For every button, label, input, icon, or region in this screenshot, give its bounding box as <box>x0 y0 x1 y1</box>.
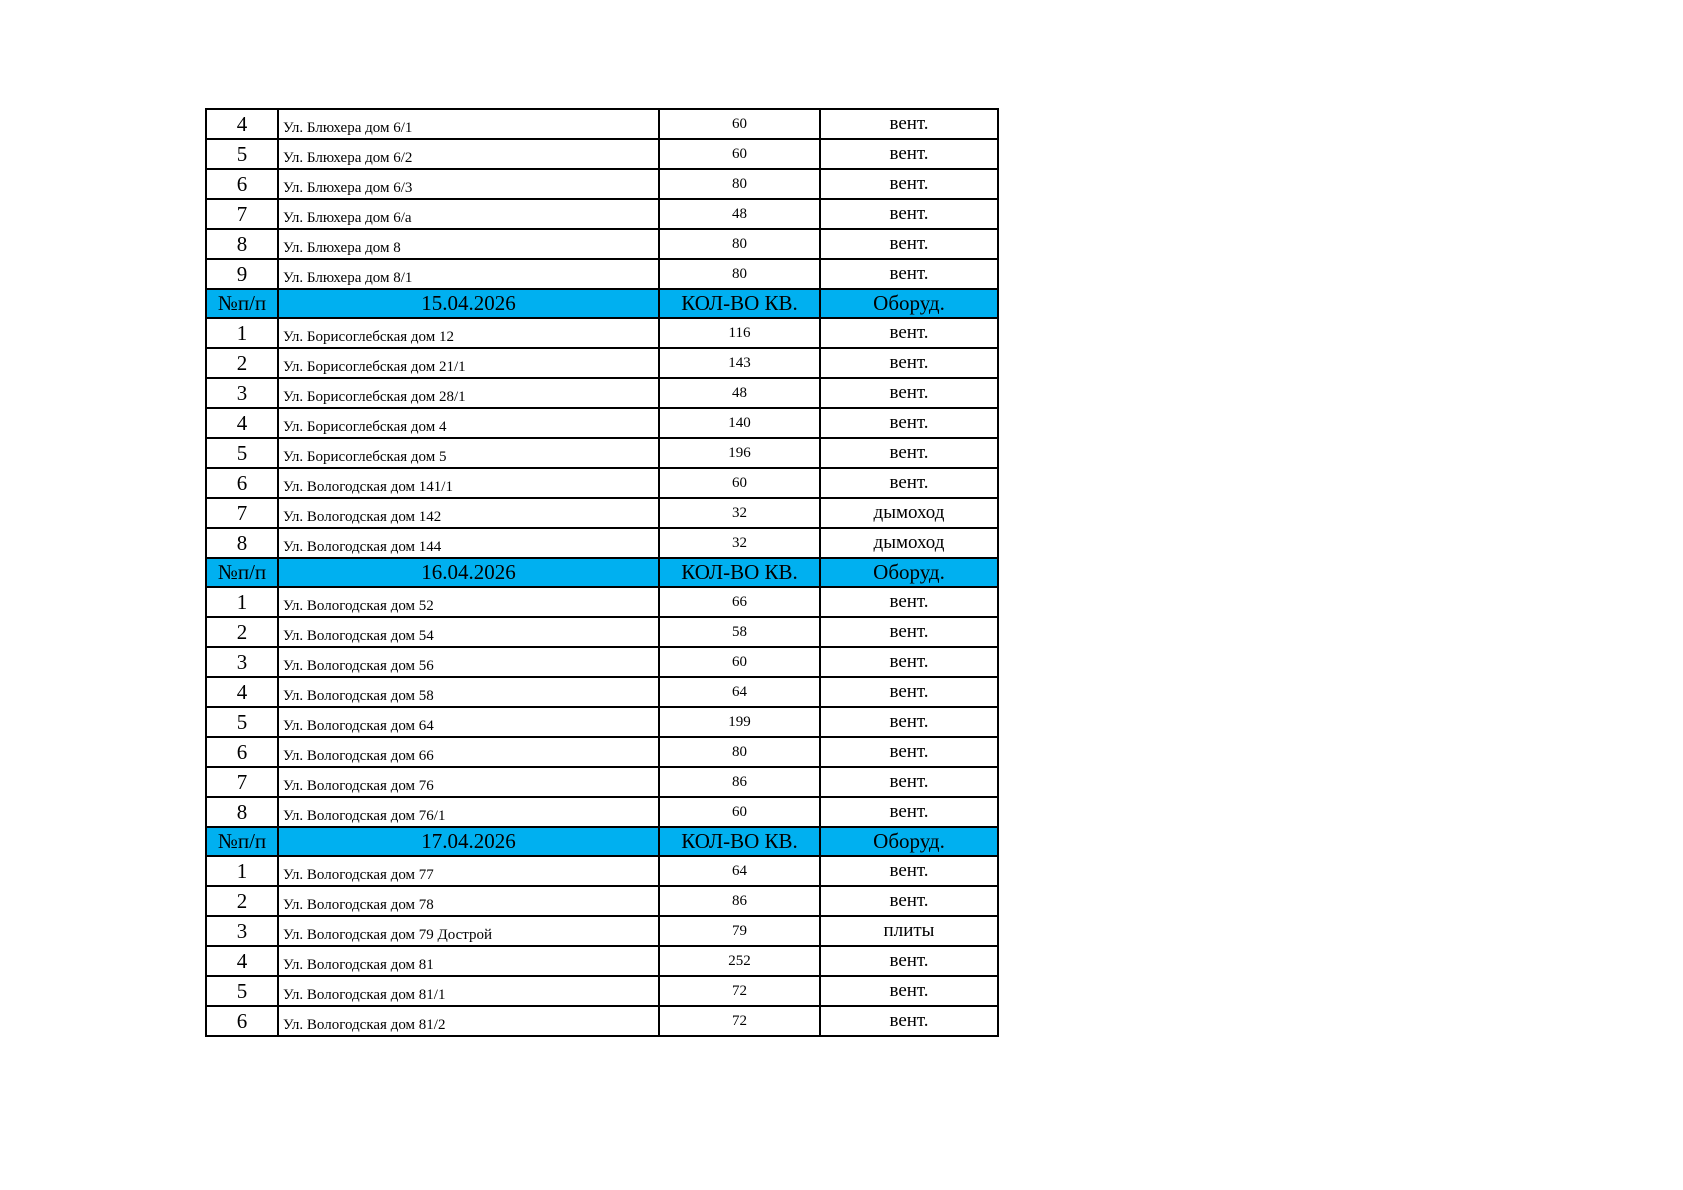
table-row <box>206 946 998 976</box>
apartment-count-cell: 79 <box>659 916 820 946</box>
equipment-cell: вент. <box>820 976 998 1006</box>
apartment-count-cell: 60 <box>659 468 820 498</box>
row-number-cell: 7 <box>206 199 278 229</box>
equipment-cell: вент. <box>820 139 998 169</box>
table-row <box>206 617 998 647</box>
apartment-count-cell: 72 <box>659 976 820 1006</box>
row-number-cell: 8 <box>206 229 278 259</box>
equipment-cell: вент. <box>820 378 998 408</box>
header-date-cell: 16.04.2026 <box>278 558 659 587</box>
address-cell: Ул. Вологодская дом 78 <box>278 886 659 916</box>
header-qty-cell: КОЛ-ВО КВ. <box>659 558 820 587</box>
equipment-cell: вент. <box>820 647 998 677</box>
address-cell: Ул. Вологодская дом 58 <box>278 677 659 707</box>
equipment-cell: вент. <box>820 737 998 767</box>
apartment-count-cell: 60 <box>659 797 820 827</box>
row-number-cell: 6 <box>206 169 278 199</box>
date-header-row <box>206 289 998 318</box>
row-number-cell: 7 <box>206 767 278 797</box>
apartment-count-cell: 32 <box>659 498 820 528</box>
apartment-count-cell: 116 <box>659 318 820 348</box>
row-number-cell: 6 <box>206 468 278 498</box>
table-row <box>206 139 998 169</box>
header-equipment-cell: Оборуд. <box>820 289 998 318</box>
apartment-count-cell: 196 <box>659 438 820 468</box>
equipment-cell: вент. <box>820 318 998 348</box>
address-cell: Ул. Борисоглебская дом 21/1 <box>278 348 659 378</box>
row-number-cell: 1 <box>206 587 278 617</box>
table-row <box>206 528 998 558</box>
apartment-count-cell: 58 <box>659 617 820 647</box>
address-cell: Ул. Вологодская дом 81/1 <box>278 976 659 1006</box>
address-cell: Ул. Блюхера дом 6/а <box>278 199 659 229</box>
equipment-cell: вент. <box>820 229 998 259</box>
apartment-count-cell: 80 <box>659 259 820 289</box>
equipment-cell: вент. <box>820 169 998 199</box>
equipment-cell: вент. <box>820 617 998 647</box>
address-cell: Ул. Вологодская дом 64 <box>278 707 659 737</box>
apartment-count-cell: 199 <box>659 707 820 737</box>
address-cell: Ул. Вологодская дом 81/2 <box>278 1006 659 1036</box>
table-row <box>206 647 998 677</box>
row-number-cell: 9 <box>206 259 278 289</box>
equipment-cell: вент. <box>820 199 998 229</box>
table-row <box>206 259 998 289</box>
table-row <box>206 976 998 1006</box>
table-row <box>206 169 998 199</box>
address-cell: Ул. Вологодская дом 54 <box>278 617 659 647</box>
apartment-count-cell: 48 <box>659 199 820 229</box>
equipment-cell: дымоход <box>820 498 998 528</box>
header-date-cell: 17.04.2026 <box>278 827 659 856</box>
equipment-cell: вент. <box>820 259 998 289</box>
table-row <box>206 587 998 617</box>
apartment-count-cell: 48 <box>659 378 820 408</box>
equipment-cell: плиты <box>820 916 998 946</box>
address-cell: Ул. Блюхера дом 6/3 <box>278 169 659 199</box>
equipment-cell: дымоход <box>820 528 998 558</box>
address-cell: Ул. Вологодская дом 144 <box>278 528 659 558</box>
table-row <box>206 916 998 946</box>
address-cell: Ул. Борисоглебская дом 5 <box>278 438 659 468</box>
equipment-cell: вент. <box>820 946 998 976</box>
schedule-table <box>205 108 999 1037</box>
address-cell: Ул. Вологодская дом 56 <box>278 647 659 677</box>
row-number-cell: 5 <box>206 438 278 468</box>
header-num-cell: №п/п <box>206 289 278 318</box>
header-num-cell: №п/п <box>206 827 278 856</box>
row-number-cell: 4 <box>206 946 278 976</box>
address-cell: Ул. Вологодская дом 81 <box>278 946 659 976</box>
address-cell: Ул. Борисоглебская дом 4 <box>278 408 659 438</box>
table-row <box>206 438 998 468</box>
row-number-cell: 5 <box>206 976 278 1006</box>
equipment-cell: вент. <box>820 886 998 916</box>
equipment-cell: вент. <box>820 438 998 468</box>
header-date-cell: 15.04.2026 <box>278 289 659 318</box>
row-number-cell: 4 <box>206 408 278 438</box>
row-number-cell: 1 <box>206 856 278 886</box>
table-row <box>206 378 998 408</box>
equipment-cell: вент. <box>820 677 998 707</box>
row-number-cell: 2 <box>206 617 278 647</box>
table-row <box>206 856 998 886</box>
row-number-cell: 2 <box>206 886 278 916</box>
table-row <box>206 408 998 438</box>
table-row <box>206 468 998 498</box>
apartment-count-cell: 60 <box>659 647 820 677</box>
address-cell: Ул. Вологодская дом 52 <box>278 587 659 617</box>
table-row <box>206 348 998 378</box>
row-number-cell: 4 <box>206 677 278 707</box>
table-row <box>206 229 998 259</box>
table-row <box>206 199 998 229</box>
table-row <box>206 498 998 528</box>
equipment-cell: вент. <box>820 856 998 886</box>
row-number-cell: 6 <box>206 1006 278 1036</box>
address-cell: Ул. Вологодская дом 77 <box>278 856 659 886</box>
equipment-cell: вент. <box>820 408 998 438</box>
address-cell: Ул. Вологодская дом 79 Дострой <box>278 916 659 946</box>
row-number-cell: 5 <box>206 139 278 169</box>
row-number-cell: 3 <box>206 378 278 408</box>
apartment-count-cell: 64 <box>659 677 820 707</box>
row-number-cell: 3 <box>206 647 278 677</box>
equipment-cell: вент. <box>820 1006 998 1036</box>
apartment-count-cell: 143 <box>659 348 820 378</box>
apartment-count-cell: 72 <box>659 1006 820 1036</box>
apartment-count-cell: 64 <box>659 856 820 886</box>
table-row <box>206 109 998 139</box>
date-header-row <box>206 558 998 587</box>
address-cell: Ул. Блюхера дом 8/1 <box>278 259 659 289</box>
address-cell: Ул. Вологодская дом 66 <box>278 737 659 767</box>
address-cell: Ул. Вологодская дом 76 <box>278 767 659 797</box>
equipment-cell: вент. <box>820 348 998 378</box>
header-equipment-cell: Оборуд. <box>820 827 998 856</box>
row-number-cell: 8 <box>206 528 278 558</box>
equipment-cell: вент. <box>820 767 998 797</box>
header-qty-cell: КОЛ-ВО КВ. <box>659 827 820 856</box>
table-row <box>206 318 998 348</box>
address-cell: Ул. Борисоглебская дом 12 <box>278 318 659 348</box>
apartment-count-cell: 86 <box>659 886 820 916</box>
apartment-count-cell: 86 <box>659 767 820 797</box>
header-qty-cell: КОЛ-ВО КВ. <box>659 289 820 318</box>
address-cell: Ул. Блюхера дом 8 <box>278 229 659 259</box>
equipment-cell: вент. <box>820 468 998 498</box>
row-number-cell: 7 <box>206 498 278 528</box>
apartment-count-cell: 252 <box>659 946 820 976</box>
equipment-cell: вент. <box>820 707 998 737</box>
header-equipment-cell: Оборуд. <box>820 558 998 587</box>
address-cell: Ул. Вологодская дом 141/1 <box>278 468 659 498</box>
header-num-cell: №п/п <box>206 558 278 587</box>
table-row <box>206 886 998 916</box>
apartment-count-cell: 140 <box>659 408 820 438</box>
apartment-count-cell: 80 <box>659 169 820 199</box>
date-header-row <box>206 827 998 856</box>
equipment-cell: вент. <box>820 587 998 617</box>
table-row <box>206 767 998 797</box>
address-cell: Ул. Блюхера дом 6/1 <box>278 109 659 139</box>
row-number-cell: 3 <box>206 916 278 946</box>
apartment-count-cell: 80 <box>659 229 820 259</box>
row-number-cell: 5 <box>206 707 278 737</box>
apartment-count-cell: 80 <box>659 737 820 767</box>
apartment-count-cell: 60 <box>659 139 820 169</box>
row-number-cell: 2 <box>206 348 278 378</box>
equipment-cell: вент. <box>820 797 998 827</box>
table-row <box>206 737 998 767</box>
address-cell: Ул. Борисоглебская дом 28/1 <box>278 378 659 408</box>
row-number-cell: 4 <box>206 109 278 139</box>
table-row <box>206 707 998 737</box>
row-number-cell: 6 <box>206 737 278 767</box>
row-number-cell: 8 <box>206 797 278 827</box>
equipment-cell: вент. <box>820 109 998 139</box>
address-cell: Ул. Вологодская дом 76/1 <box>278 797 659 827</box>
schedule-table-body <box>206 109 998 1036</box>
table-row <box>206 797 998 827</box>
address-cell: Ул. Вологодская дом 142 <box>278 498 659 528</box>
table-row <box>206 677 998 707</box>
apartment-count-cell: 60 <box>659 109 820 139</box>
address-cell: Ул. Блюхера дом 6/2 <box>278 139 659 169</box>
row-number-cell: 1 <box>206 318 278 348</box>
table-row <box>206 1006 998 1036</box>
apartment-count-cell: 66 <box>659 587 820 617</box>
apartment-count-cell: 32 <box>659 528 820 558</box>
